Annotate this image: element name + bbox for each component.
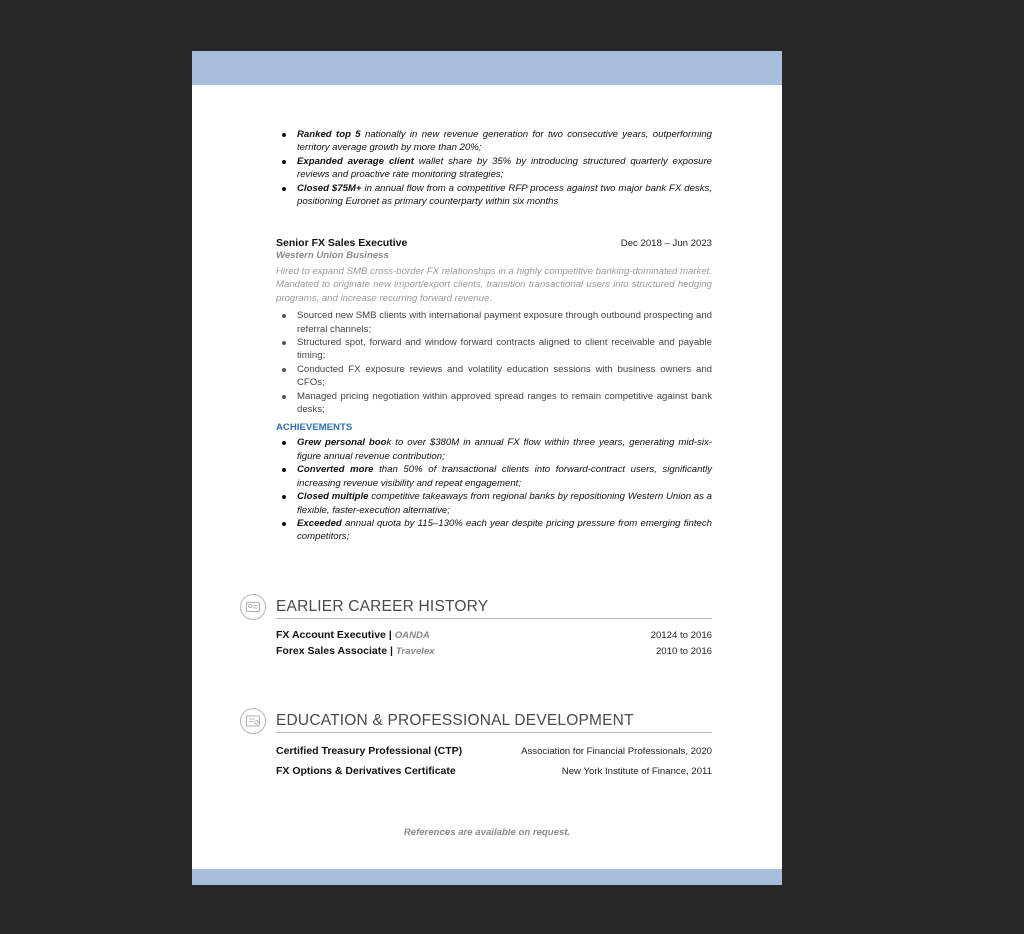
table-row: [276, 765, 712, 785]
role-title: Forex Sales Associate: [276, 644, 388, 657]
achievement-lead: Closed multiple: [297, 491, 369, 503]
achievement-lead: Converted more: [297, 464, 374, 476]
list-item: [276, 436, 712, 463]
earlier-career-list: [276, 629, 712, 660]
achievement-list: [276, 436, 712, 543]
credential-name: FX Options & Derivatives Certificate: [276, 764, 456, 777]
list-item: Conducted FX exposure reviews and volatility education sessions with business owners and CFOs;: [276, 363, 712, 390]
list-item: [276, 517, 712, 544]
achievement-text: than 50% of transactional clients into forward-contract users, significantly increasing revenue visibility and repeat engagement;: [297, 464, 712, 489]
list-item: Managed pricing negotiation within approved spread ranges to remain competitive against bank desks;: [276, 390, 712, 417]
org-name: OANDA: [394, 630, 430, 641]
achievement-text: k to over $380M in annual FX flow within three years, generating mid-six-figure annual revenue contribution;: [297, 437, 712, 462]
achievement-text: nationally in new revenue generation for two consecutive years, outperforming territory average growth by more than 20%;: [297, 129, 712, 154]
list-item: [276, 155, 712, 182]
responsibility-list: [276, 309, 712, 416]
section-divider: [276, 732, 712, 733]
role-dates: 20124 to 2016: [650, 630, 712, 641]
prior-achievements: [276, 128, 712, 208]
list-item: [276, 128, 712, 155]
education-heading: [240, 708, 712, 736]
list-item: Structured spot, forward and window forward contracts aligned to client receivable and payable timing;: [276, 336, 712, 363]
credential-issuer: New York Institute of Finance, 2011: [561, 765, 712, 777]
resume-page: [192, 51, 782, 885]
achievement-lead: Exceeded: [297, 517, 342, 529]
achievement-text: wallet share by 35% by introducing structured quarterly exposure reviews and proactive rate monitoring strategies;: [297, 155, 712, 181]
company-name: Western Union Business: [276, 250, 389, 261]
earlier-career-heading: [240, 594, 712, 622]
references-note: References are available on request.: [403, 827, 571, 838]
list-item: [276, 463, 712, 490]
certificate-icon: [240, 708, 266, 734]
credential-issuer: Association for Financial Professionals, 2020: [521, 746, 712, 757]
list-item: Sourced new SMB clients with international payment exposure through outbound prospecting and referral channels;: [276, 309, 712, 336]
role-dates: 2010 to 2016: [655, 645, 712, 657]
list-item: [276, 182, 712, 209]
credential-name: Certified Treasury Professional (CTP): [276, 745, 463, 757]
job-dates: Dec 2018 – Jun 2023: [620, 238, 712, 249]
achievements-heading: ACHIEVEMENTS: [276, 422, 353, 434]
table-row: [276, 629, 712, 645]
job-title: Senior FX Sales Executive: [276, 237, 408, 249]
org-name: Travelex: [395, 645, 435, 657]
job-header: [276, 237, 712, 249]
achievement-text: annual quota by 115–130% each year despite pricing pressure from emerging fintech competitors;: [297, 517, 712, 543]
separator: |: [385, 629, 395, 641]
job-summary: Hired to expand SMB cross-border FX relationships in a highly competitive banking-dominated market. Mandated to originate new import/export clients, transition transactional users into structured hedging programs, and increase recurring forward revenue.: [276, 266, 712, 304]
role-title: FX Account Executive: [276, 629, 386, 641]
table-row: [276, 745, 712, 765]
section-divider: [276, 618, 712, 619]
achievement-lead: Expanded average client: [297, 155, 414, 167]
job-entry: [276, 237, 712, 544]
separator: |: [387, 644, 396, 657]
achievement-text: competitive takeaways from regional banks by repositioning Western Union as a flexible, faster-execution alternative;: [297, 491, 712, 516]
header-band: [192, 51, 782, 85]
education-list: [276, 745, 712, 784]
achievement-lead: Ranked top 5: [297, 129, 361, 140]
section-title: EARLIER CAREER HISTORY: [276, 598, 489, 615]
achievement-list: [276, 128, 712, 208]
achievement-lead: Closed $75M+: [297, 182, 362, 194]
section-title: EDUCATION & PROFESSIONAL DEVELOPMENT: [276, 712, 634, 729]
table-row: [276, 645, 712, 661]
list-item: [276, 490, 712, 517]
id-card-icon: [240, 594, 266, 620]
achievement-lead: Grew personal boo: [297, 437, 387, 449]
footer-band: [192, 869, 782, 885]
achievement-text: in annual flow from a competitive RFP process against two major bank FX desks, positioning Euronet as primary counterparty within six months: [297, 182, 712, 208]
